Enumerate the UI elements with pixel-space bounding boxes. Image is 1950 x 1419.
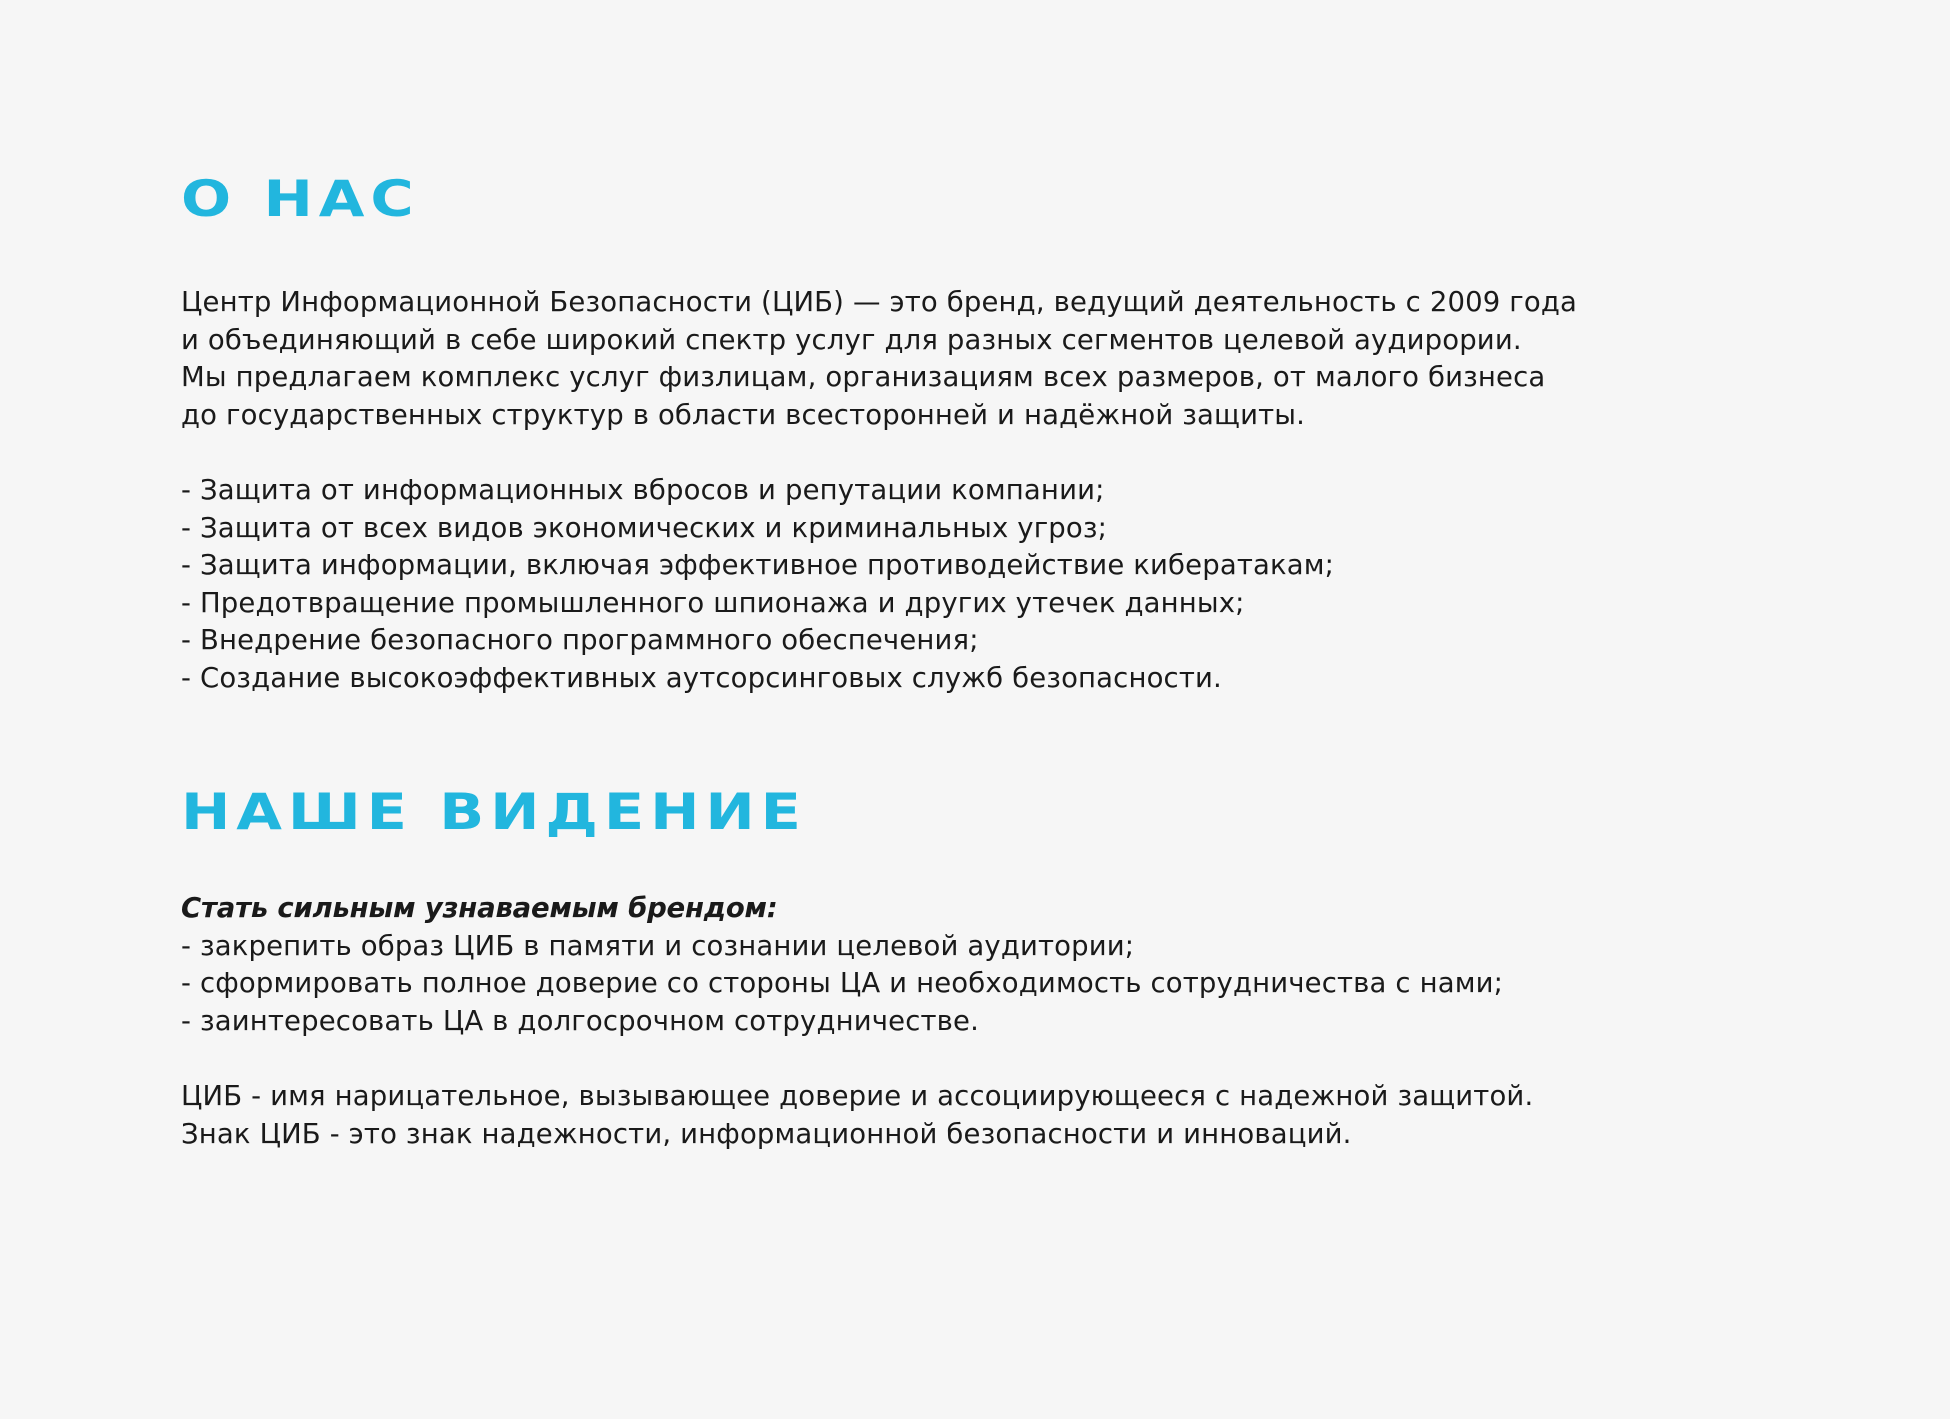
intro-line: Центр Информационной Безопасности (ЦИБ) — это бренд, ведущий деятельность с 2009 года (181, 286, 1578, 318)
vision-goal-item: - заинтересовать ЦА в долгосрочном сотрудничестве. (181, 1004, 979, 1037)
closing-line: ЦИБ - имя нарицательное, вызывающее доверие и ассоциирующееся с надежной защитой. (181, 1080, 1534, 1112)
about-intro-paragraph (181, 284, 1577, 434)
intro-line: до государственных структур в области всесторонней и надёжной защиты. (181, 398, 1306, 431)
service-item: - Внедрение безопасного программного обеспечения; (181, 624, 979, 656)
about-heading: О НАС (181, 170, 420, 228)
service-item: - Защита от информационных вбросов и репутации компании; (181, 474, 1105, 506)
vision-goals (181, 890, 1503, 1040)
intro-line: и объединяющий в себе широкий спектр услуг для разных сегментов целевой аудирории. (181, 323, 1522, 356)
service-item: - Защита от всех видов экономических и криминальных угроз; (181, 511, 1108, 544)
vision-goal-item: - сформировать полное доверие со стороны ЦА и необходимость сотрудничества с нами; (181, 967, 1504, 999)
service-item: - Создание высокоэффективных аутсорсинговых служб безопасности. (181, 661, 1222, 694)
vision-heading: НАШЕ ВИДЕНИЕ (181, 783, 807, 841)
vision-closing-paragraph (181, 1078, 1533, 1153)
closing-line: Знак ЦИБ - это знак надежности, информационной безопасности и инноваций. (181, 1117, 1352, 1150)
vision-goal-item: - закрепить образ ЦИБ в памяти и сознании целевой аудитории; (181, 929, 1135, 962)
service-item: - Защита информации, включая эффективное противодействие кибератакам; (181, 549, 1335, 581)
service-item: - Предотвращение промышленного шпионажа и других утечек данных; (181, 586, 1245, 619)
services-list (181, 472, 1334, 697)
intro-line: Мы предлагаем комплекс услуг физлицам, организациям всех размеров, от малого бизнеса (181, 361, 1546, 393)
vision-lead: Стать сильным узнаваемым брендом: (181, 892, 778, 924)
